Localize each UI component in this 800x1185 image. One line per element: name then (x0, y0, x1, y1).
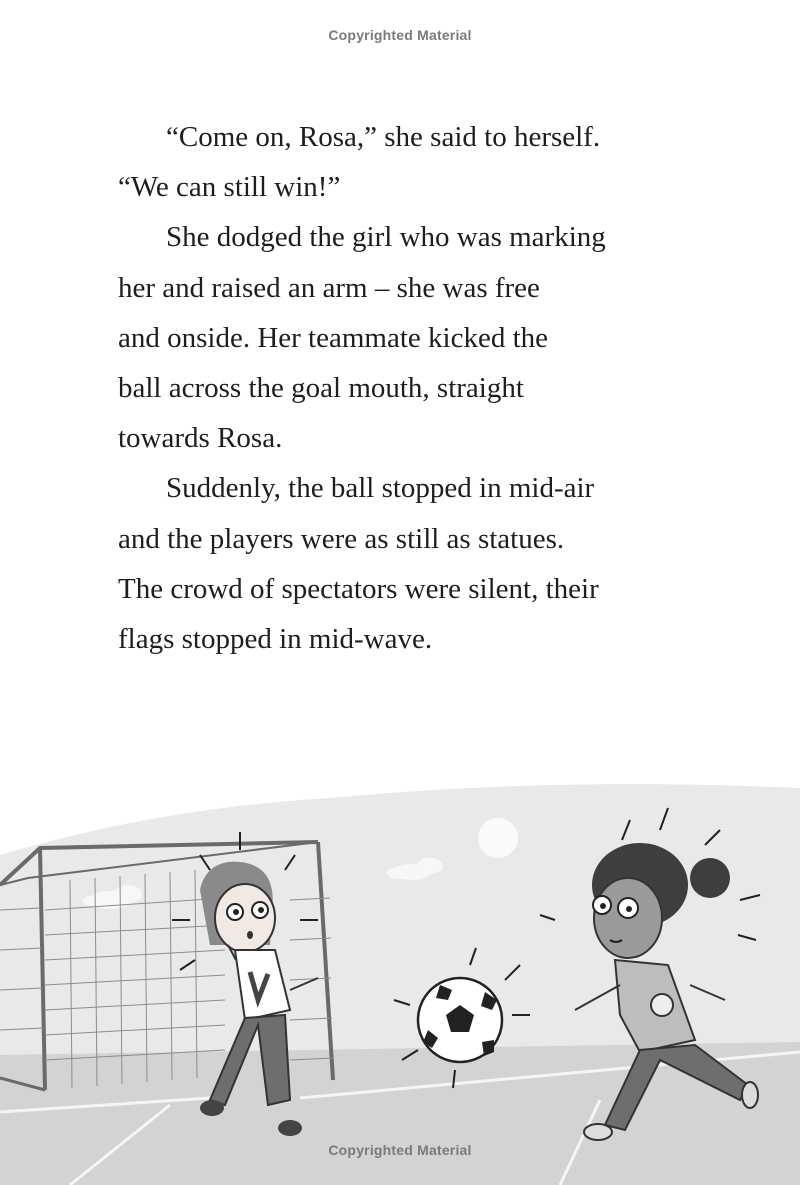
paragraph-line: and onside. Her teammate kicked the (118, 321, 549, 354)
paragraph-line: “Come on, Rosa,” she said to herself. (166, 121, 601, 153)
copyright-watermark-top: Copyrighted Material (328, 27, 472, 43)
paragraph-line: The crowd of spectators were silent, their (118, 572, 599, 605)
sun-icon (478, 818, 518, 858)
paragraph-line: and the players were as still as statues. (118, 522, 565, 555)
paragraph-line: her and raised an arm – she was free (118, 271, 540, 304)
paragraph-line: Suddenly, the ball stopped in mid-air (166, 472, 595, 505)
paragraph-line: flags stopped in mid-wave. (118, 623, 433, 656)
paragraph-line: ball across the goal mouth, straight (118, 372, 524, 405)
soccer-illustration (0, 760, 800, 1185)
paragraph-line: She dodged the girl who was marking (166, 221, 606, 254)
paragraph-line: towards Rosa. (118, 422, 283, 455)
story-text (118, 112, 718, 664)
copyright-watermark-bottom: Copyrighted Material (328, 1142, 472, 1158)
paragraph-line: “We can still win!” (118, 171, 341, 204)
